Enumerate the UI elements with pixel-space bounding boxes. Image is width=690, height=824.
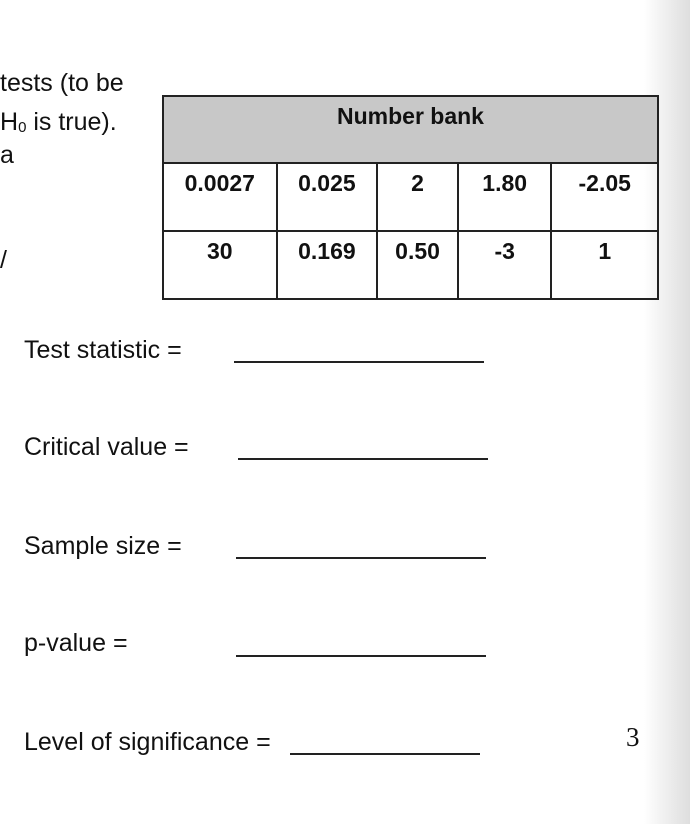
level-of-significance-label: Level of significance = [24, 728, 271, 756]
number-bank-cell: 0.169 [277, 231, 378, 299]
line-2-rest: is true). [26, 108, 117, 136]
cut-off-text-line-1: tests (to be [0, 69, 124, 97]
p-value-blank[interactable] [236, 655, 486, 657]
h-symbol: H [0, 108, 19, 136]
number-bank-cell: -2.05 [551, 163, 658, 231]
page-number: 3 [626, 722, 640, 752]
critical-value-blank[interactable] [238, 458, 488, 460]
number-bank-row [163, 231, 658, 299]
test-statistic-blank[interactable] [234, 361, 484, 363]
number-bank-cell: 30 [163, 231, 277, 299]
cut-off-text-line-4: / [0, 246, 7, 274]
number-bank-cell: 2 [377, 163, 458, 231]
number-bank-cell: 0.0027 [163, 163, 277, 231]
number-bank-row [163, 163, 658, 231]
p-value-label: p-value = [24, 629, 128, 657]
sample-size-blank[interactable] [236, 557, 486, 559]
h-subscript: 0 [18, 119, 27, 136]
number-bank-cell: 0.50 [377, 231, 458, 299]
number-bank-cell: -3 [458, 231, 552, 299]
test-statistic-label: Test statistic = [24, 336, 182, 364]
cut-off-text-line-3: a [0, 141, 14, 169]
number-bank-cell: 0.025 [277, 163, 378, 231]
number-bank-cell: 1.80 [458, 163, 552, 231]
number-bank-title: Number bank [163, 96, 658, 163]
level-of-significance-blank[interactable] [290, 753, 480, 755]
number-bank-table [162, 95, 659, 300]
number-bank-cell: 1 [551, 231, 658, 299]
sample-size-label: Sample size = [24, 532, 182, 560]
cut-off-text-line-2 [0, 107, 117, 143]
critical-value-label: Critical value = [24, 433, 189, 461]
